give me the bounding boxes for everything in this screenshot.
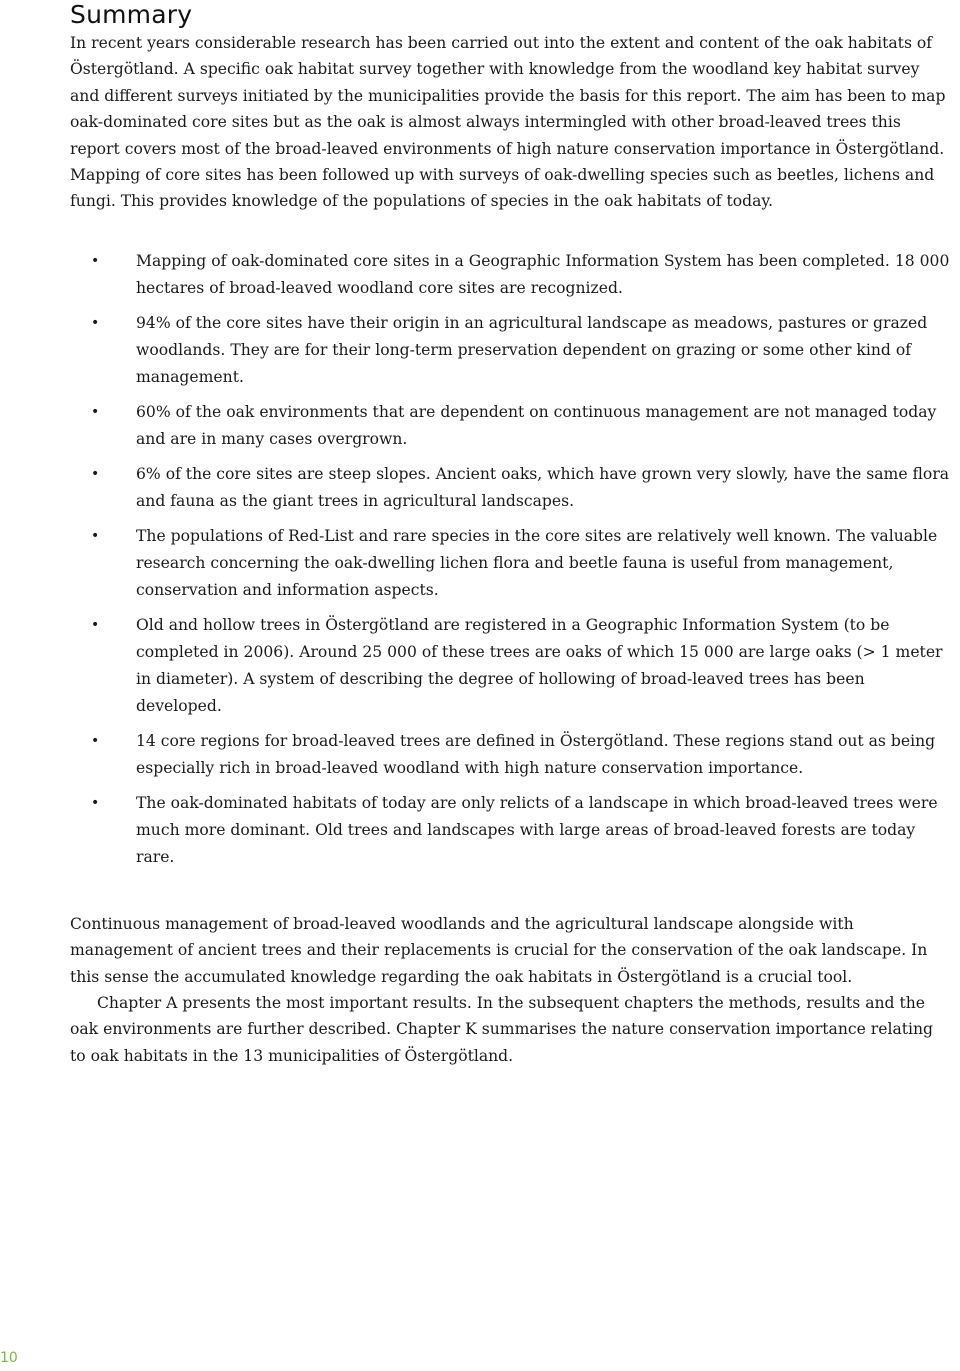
- bullet-text: 14 core regions for broad-leaved trees are defined in Östergötland. These regions stand out as being especially rich in broad-leaved woodland with high nature conservation importance.: [136, 731, 936, 777]
- page-title: Summary: [70, 0, 193, 29]
- bullet-item: [70, 728, 950, 782]
- bullet-item: [70, 399, 950, 453]
- bullet-icon: •: [91, 794, 100, 811]
- closing-paragraph-2: Chapter A presents the most important results. In the subsequent chapters the methods, results and the oak environments are further described. Chapter K summarises the nature conservation importance relating to oak habitats in the 13 municipalities of Östergötland.: [70, 994, 934, 1065]
- bullet-text: Mapping of oak-dominated core sites in a Geographic Information System has been completed. 18 000 hectares of broad-leaved woodland core sites are recognized.: [136, 251, 950, 297]
- bullet-text: 60% of the oak environments that are dependent on continuous management are not managed today and are in many cases overgrown.: [136, 402, 937, 448]
- summary-bullet-list: [70, 248, 950, 871]
- bullet-icon: •: [91, 616, 100, 633]
- bullet-text: 94% of the core sites have their origin in an agricultural landscape as meadows, pastures or grazed woodlands. They are for their long-term preservation dependent on grazing or some other kind of management.: [136, 313, 928, 386]
- bullet-icon: •: [91, 403, 100, 420]
- bullet-icon: •: [91, 465, 100, 482]
- bullet-text: The oak-dominated habitats of today are only relicts of a landscape in which broad-leaved trees were much more dominant. Old trees and landscapes with large areas of broad-leaved forests are today rare.: [136, 793, 938, 866]
- bullet-item: [70, 310, 950, 391]
- bullet-item: [70, 790, 950, 871]
- bullet-icon: •: [91, 252, 100, 269]
- page-number: 10: [0, 1350, 18, 1366]
- bullet-text: The populations of Red-List and rare species in the core sites are relatively well known. The valuable research concerning the oak-dwelling lichen flora and beetle fauna is useful from management, conservation and information aspects.: [136, 526, 938, 599]
- bullet-text: 6% of the core sites are steep slopes. Ancient oaks, which have grown very slowly, have the same flora and fauna as the giant trees in agricultural landscapes.: [136, 464, 950, 510]
- bullet-text: Old and hollow trees in Östergötland are registered in a Geographic Information System (to be completed in 2006). Around 25 000 of these trees are oaks of which 15 000 are large oaks (> 1 meter in diameter). A system of describing the degree of hollowing of broad-leaved trees has been developed.: [136, 615, 943, 715]
- closing-paragraph-1: Continuous management of broad-leaved woodlands and the agricultural landscape alongside with management of ancient trees and their replacements is crucial for the conservation of the oak landscape. In this sense the accumulated knowledge regarding the oak habitats in Östergötland is a crucial tool.: [70, 914, 928, 986]
- page-content: [70, 0, 950, 1069]
- bullet-icon: •: [91, 314, 100, 331]
- bullet-icon: •: [91, 732, 100, 749]
- bullet-item: [70, 248, 950, 302]
- bullet-icon: •: [91, 527, 100, 544]
- intro-paragraph: In recent years considerable research has been carried out into the extent and content of the oak habitats of Östergötland. A specific oak habitat survey together with knowledge from the woodland key habitat survey and different surveys initiated by the municipalities provide the basis for this report. The aim has been to map oak-dominated core sites but as the oak is almost always intermingled with other broad-leaved trees this report covers most of the broad-leaved environments of high nature conservation importance in Östergötland. Mapping of core sites has been followed up with surveys of oak-dwelling species such as beetles, lichens and fungi. This provides knowledge of the populations of species in the oak habitats of today.: [70, 34, 946, 211]
- bullet-item: [70, 612, 950, 720]
- bullet-item: [70, 523, 950, 604]
- bullet-item: [70, 461, 950, 515]
